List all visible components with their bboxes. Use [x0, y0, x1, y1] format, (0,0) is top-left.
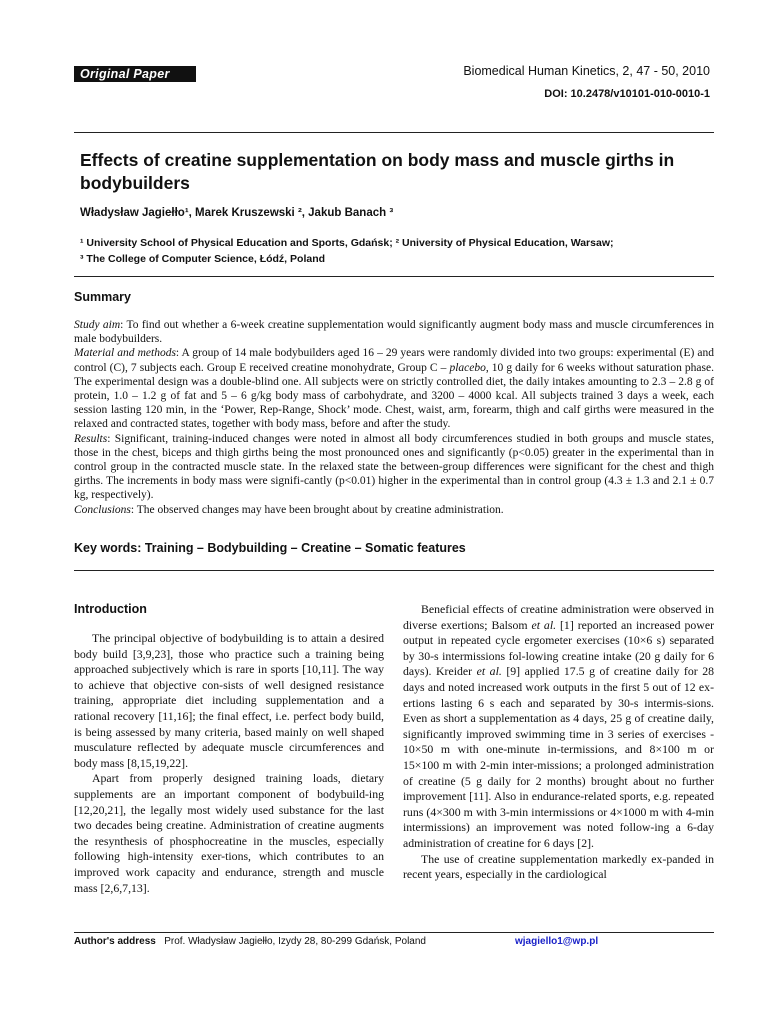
p3-text-b: [1] reported an increased power output in repeated cycle ergometer exercises (10×6 s) separated by 30-s intermissions fol-lowing creatine intake (20 g daily for 6 days). Kreider [403, 617, 714, 679]
methods [74, 346, 714, 431]
author-address: Prof. Władysław Jagiełło, Izydy 28, 80-299 Gdańsk, Poland [164, 936, 426, 947]
author-address-label: Author's address [74, 936, 156, 947]
study-aim-label: Study aim [74, 319, 121, 331]
article-title: Effects of creatine supplementation on body mass and muscle girths in bodybuilders [80, 150, 675, 193]
column-right [403, 602, 714, 883]
results-text: : Significant, training-induced changes were noted in almost all body circumferences studied in both groups and muscle states, those in the chest, biceps and thigh girths being the most pronounced ones and significantly (p<0.05) greater in the experimental than in control group in the contracted muscle state. In the relaxed state the between-group differences were significant for the chest and thigh girths. The increments in body mass were signifi-cantly (p<0.01) higher in the experimental than in control group (4.3 ± 1.3 and 2.1 ± 0.7 kg, respectively). [74, 432, 714, 502]
results-label: Results [74, 432, 108, 445]
affiliation-line-1: ¹ University School of Physical Education and Sports, Gdańsk; ² University of Physical Education, Warsaw; [80, 237, 614, 249]
keywords: Key words: Training – Bodybuilding – Creatine – Somatic features [74, 541, 466, 555]
conclusions-text: : The observed changes may have been brought about by creatine administration. [130, 503, 504, 516]
introduction-heading: Introduction [74, 602, 147, 616]
conclusions-label: Conclusions [74, 503, 131, 516]
footer-divider [74, 932, 714, 933]
summary-heading: Summary [74, 290, 131, 304]
affiliation-line-2: ³ The College of Computer Science, Łódź, Poland [80, 252, 326, 265]
doi[interactable]: DOI: 10.2478/v10101-010-0010-1 [544, 88, 710, 100]
intro-paragraph-1: The principal objective of bodybuilding is to attain a desired body build [3,9,23], those who practice such a training being approached subjectively which is rare in sports [10,11]. The way to achieve that objective con-sists of well designed resistance training, appropriate diet including supplementation and a rational recovery [11,16]; the final effect, i.e. perfect body build, is being assessed by many criteria, based mainly on well shaped musculature reflected by adequate muscle circumferences and body mass [8,15,19,22]. [74, 631, 384, 770]
methods-label: Material and methods [74, 347, 176, 360]
article-type-badge: Original Paper [74, 66, 196, 82]
p3-text-c: [9] applied 17.5 g of creatine daily for 28 days and noted increased work outputs in the first 5 out of 12 ex-ertions lasting 6 s each and separated by 30-s intermis-sions. Even as short a supplementation as 4 days, 25 g of creatine daily, significantly improved swimming time in 3 series of exercises - 10×50 m with one-minute in-termissions, and 8×100 m or 15×100 m with 2-min inter-missions; a prolonged administration of creatine (5 g daily for 2 months) brought about no further improvement [11]. Also in endurance-related sports, e.g. repeated runs (4×300 m with 3-min intermissions or 4×1000 m with 4-min intermissions) an improvement was noted follow-ing a 6-day administration of creatine for 6 days [2]. [403, 664, 714, 850]
keywords-bottom-divider [74, 570, 714, 571]
methods-placebo: placebo [449, 361, 486, 374]
intro-paragraph-4: The use of creatine supplementation markedly ex-panded in recent years, especially in the cardiological [403, 851, 714, 882]
methods-text-1: : A group of 14 male bodybuilders aged 16 – 29 years were randomly divided into two groups: experimental (E) and control (C), 7 subjects each. Group E received creatine monohydrate, Group C – [74, 347, 714, 374]
p3-text-a: Beneficial effects of creatine administration were observed in diverse exertions; Balsom [403, 602, 714, 632]
study-aim-text: : To find out whether a 6-week creatine supplementation would significantly augment body mass and muscle circumferences in male bodybuilders. [74, 319, 714, 346]
column-left [74, 631, 384, 896]
results [74, 432, 714, 503]
summary-top-divider [74, 276, 714, 277]
intro-paragraph-3 [403, 602, 714, 852]
journal-citation: Biomedical Human Kinetics, 2, 47 - 50, 2010 [463, 64, 710, 78]
affiliations [80, 236, 710, 267]
abstract [74, 318, 714, 517]
top-divider [74, 132, 714, 133]
author-email-link[interactable]: wjagiello1@wp.pl [515, 936, 599, 947]
footer [74, 936, 714, 947]
study-aim [74, 318, 714, 346]
authors: Władysław Jagiełło¹, Marek Kruszewski ², Jakub Banach ³ [80, 207, 394, 219]
methods-text-2: , 10 g daily for 6 weeks without saturation phase. The experimental design was a double-blind one. All subjects were on strictly controlled diet, the daily intakes amounting to 2.3 – 2.8 g of protein, 1.0 – 1.2 g of fat and 5 – 6 g/kg body mass of carbohydrate, and 3200 – 4000 kcal. All subjects trained 3 days a week, each session lasting 120 min, in the ‘Power, Rep-Range, Shock’ mode. Chest, waist, arm, forearm, thigh and calf girths were measured in the relaxed and contracted states, together with body mass, before and after the study. [74, 361, 714, 431]
et-al-2: et al. [476, 664, 502, 679]
intro-paragraph-2: Apart from properly designed training loads, dietary supplements are an important component of bodybuild-ing [12,20,21], the legally most widely used substance for the last two decades being creatine. Administration of creatine augments the resynthesis of phosphocreatine in the muscles, especially following high-intensity exer-tions, which contributes to an improved work capacity and endurance, strength and muscle mass [2,6,7,13]. [74, 771, 384, 895]
conclusions [74, 503, 714, 517]
et-al-1: et al. [531, 617, 557, 632]
